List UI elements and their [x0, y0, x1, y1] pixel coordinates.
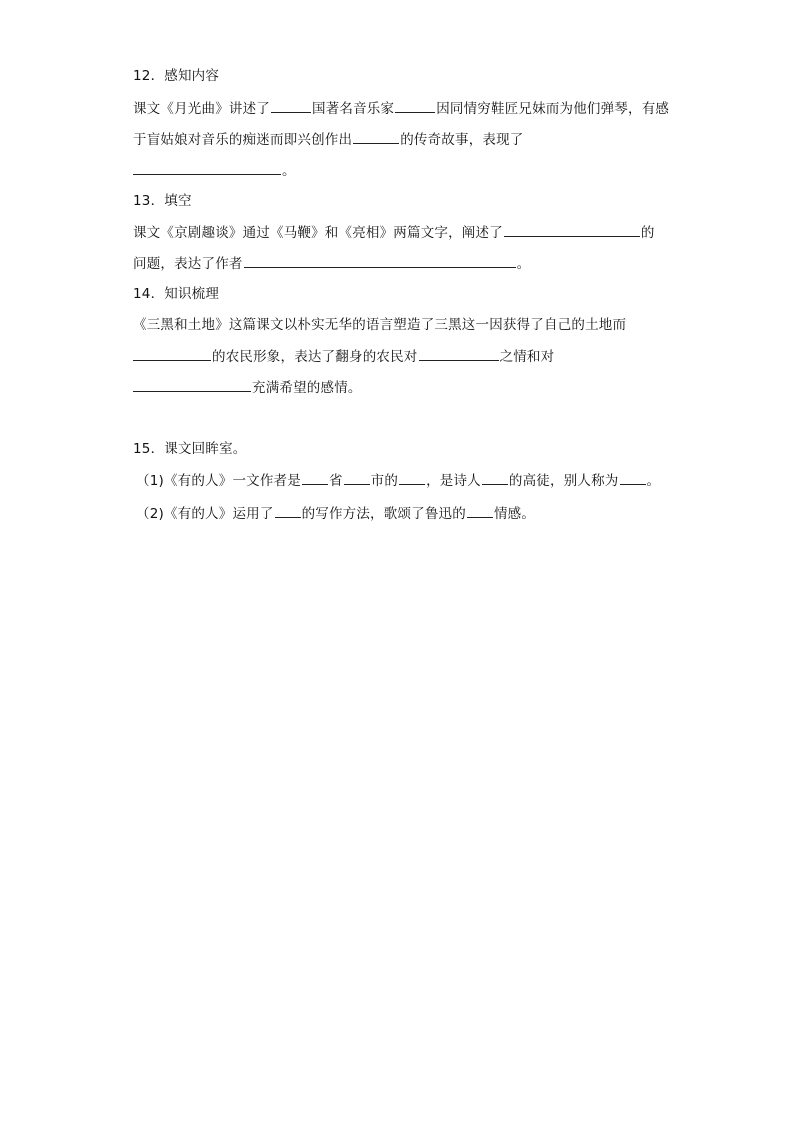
q14-blank-feeling[interactable]	[419, 346, 499, 361]
q12-heading: 12．感知内容	[133, 68, 220, 84]
q15-text: 市的	[370, 473, 399, 489]
q13-line-1	[133, 222, 655, 243]
q13-blank-topic[interactable]	[504, 222, 640, 237]
q14-text: 之情和对	[499, 349, 555, 365]
q15-part-1	[136, 470, 660, 491]
q12-line-2	[133, 129, 524, 150]
q15-text: 省	[328, 473, 343, 489]
q14-text: 的农民形象，表达了翻身的农民对	[212, 349, 418, 365]
q13-text: 的	[640, 225, 655, 241]
q15-part-2	[136, 503, 535, 524]
q13-heading: 13．填空	[133, 193, 192, 209]
q14-blank-hope[interactable]	[133, 377, 251, 392]
q15-blank-nickname[interactable]	[620, 470, 646, 485]
q15-blank-city[interactable]	[344, 470, 370, 485]
q12-blank-theme[interactable]	[133, 160, 281, 175]
q15-heading: 15．课文回眸室。	[133, 441, 247, 457]
q12-text: 因同情穷鞋匠兄妹而为他们弹琴，有感	[436, 101, 670, 117]
q14-blank-image[interactable]	[133, 346, 211, 361]
q15-blank-province[interactable]	[302, 470, 328, 485]
q14-line-2	[133, 346, 554, 367]
q15-text: （2)《有的人》运用了	[136, 506, 274, 522]
q15-text: （1)《有的人》一文作者是	[136, 473, 301, 489]
q12-text: 课文《月光曲》讲述了	[133, 101, 270, 117]
q15-text: 情感。	[493, 506, 536, 522]
q12-blank-work[interactable]	[353, 129, 399, 144]
q14-text: 充满希望的感情。	[252, 380, 362, 396]
q15-blank-mentor[interactable]	[482, 470, 508, 485]
q12-text: 国著名音乐家	[312, 101, 395, 117]
q12-blank-musician[interactable]	[395, 98, 435, 113]
q13-text: 问题，表达了作者	[133, 256, 243, 272]
q15-text: 的写作方法，歌颂了鲁迅的	[301, 506, 466, 522]
q12-line-1	[133, 98, 669, 119]
q12-line-3	[133, 160, 296, 181]
q13-blank-attitude[interactable]	[244, 253, 516, 268]
q14-line-1: 《三黑和土地》这篇课文以朴实无华的语言塑造了三黑这一因获得了自己的土地而	[133, 317, 627, 333]
q13-line-2	[133, 253, 530, 274]
q14-line-3	[133, 377, 362, 398]
q15-blank-method[interactable]	[275, 503, 301, 518]
q15-text: ，是诗人	[426, 473, 481, 489]
q12-text: 于盲姑娘对音乐的痴迷而即兴创作出	[133, 132, 353, 148]
q12-blank-country[interactable]	[271, 98, 311, 113]
q15-blank-emotion[interactable]	[467, 503, 493, 518]
q14-heading: 14．知识梳理	[133, 286, 220, 302]
q12-text: 的传奇故事，表现了	[400, 132, 524, 148]
q12-text: 。	[282, 163, 296, 179]
q15-blank-author[interactable]	[399, 470, 425, 485]
q13-text: 。	[516, 256, 531, 272]
q15-text: 的高徒，别人称为	[508, 473, 619, 489]
q15-text: 。	[646, 473, 661, 489]
q13-text: 课文《京剧趣谈》通过《马鞭》和《亮相》两篇文字，阐述了	[133, 225, 503, 241]
